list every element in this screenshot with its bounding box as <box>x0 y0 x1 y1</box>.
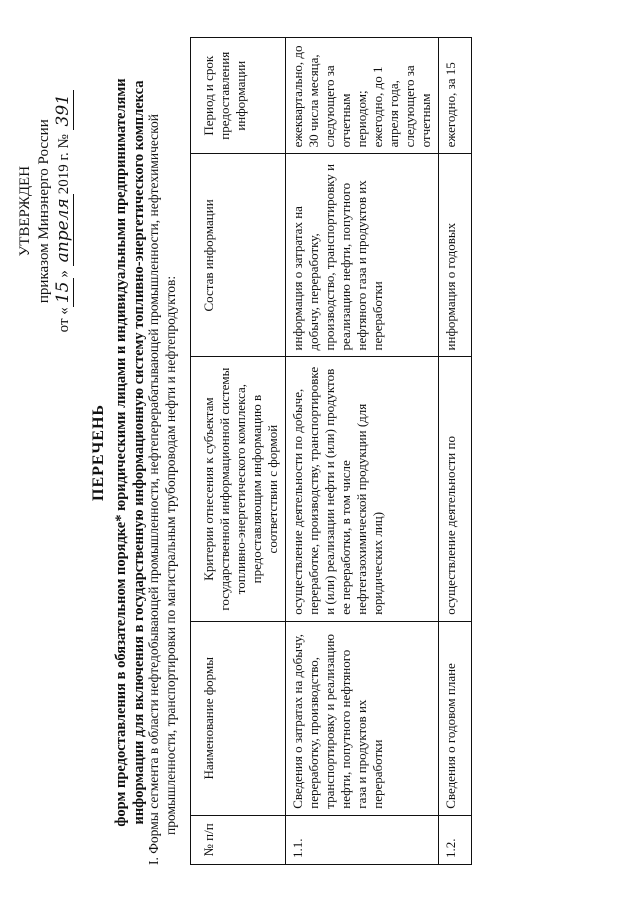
approval-date-prefix: от « <box>56 307 72 333</box>
header-criteria: Критерии отнесения к субъектам государственной информационной системы топливно-энергетического комплекса, предоставляющим информацию в соответствии с формой <box>191 357 286 621</box>
approval-date-mid: » <box>56 270 72 278</box>
title-line-2: информации для включения в государственную информационную систему топливно-энергетического комплекса <box>131 80 147 825</box>
approval-authority: приказом Минэнерго России <box>36 119 52 304</box>
forms-table <box>190 37 472 865</box>
approval-year: 2019 г. № <box>56 134 72 195</box>
cell-form-name: Сведения о годовом плане <box>439 621 472 815</box>
cell-number: 1.2. <box>439 815 472 864</box>
approval-date-line <box>54 90 74 332</box>
table-row <box>286 38 439 865</box>
title-line-1: форм предоставления в обязательном порядке* юридическими лицами и индивидуальными предпринимателями <box>113 78 129 827</box>
header-number: № п/п <box>191 815 286 864</box>
cell-criteria: осуществление деятельности по <box>439 357 472 621</box>
section-line-1: I. Формы сегмента в области нефтедобывающей промышленности, нефтеперерабатывающей промышленности, нефтехимической <box>146 113 161 865</box>
cell-number: 1.1. <box>286 815 439 864</box>
table-row <box>439 38 472 865</box>
section-line-2: промышленности, транспортировки по магистральным трубопроводам нефти и нефтепродуктов: <box>163 275 178 835</box>
document-title <box>90 0 148 905</box>
cell-period: ежеквартально, до 30 числа месяца, следующего за отчетным периодом; ежегодно, до 1 апреля года, следующего за отчетным <box>286 38 439 154</box>
header-period: Период и срок предоставления информации <box>191 38 286 154</box>
header-composition: Состав информации <box>191 154 286 357</box>
cell-composition: информация о годовых <box>439 154 472 357</box>
cell-period: ежегодно, за 15 <box>439 38 472 154</box>
section-heading <box>145 60 179 865</box>
approval-stamp <box>16 90 74 332</box>
approval-number: 391 <box>54 90 74 130</box>
approval-heading: УТВЕРЖДЕН <box>17 165 33 257</box>
header-form-name: Наименование формы <box>191 621 286 815</box>
approval-day: 15 <box>54 278 74 308</box>
cell-criteria: осуществление деятельности по добыче, переработке, производству, транспортировке и (или) реализации нефти и (или) продуктов ее переработки, в том числе нефтегазохимической продукции (для юридических лиц) <box>286 357 439 621</box>
approval-month: апреля <box>54 194 74 266</box>
cell-form-name: Сведения о затратах на добычу, переработку, производство, транспортировку и реализацию нефти, попутного нефтяного газа и продуктов их переработки <box>286 621 439 815</box>
cell-composition: информация о затратах на добычу, переработку, производство, транспортировку и реализацию нефти, попутного нефтяного газа и продуктов их переработки <box>286 154 439 357</box>
table-header-row <box>191 38 286 865</box>
title-heading: ПЕРЕЧЕНЬ <box>90 404 107 501</box>
